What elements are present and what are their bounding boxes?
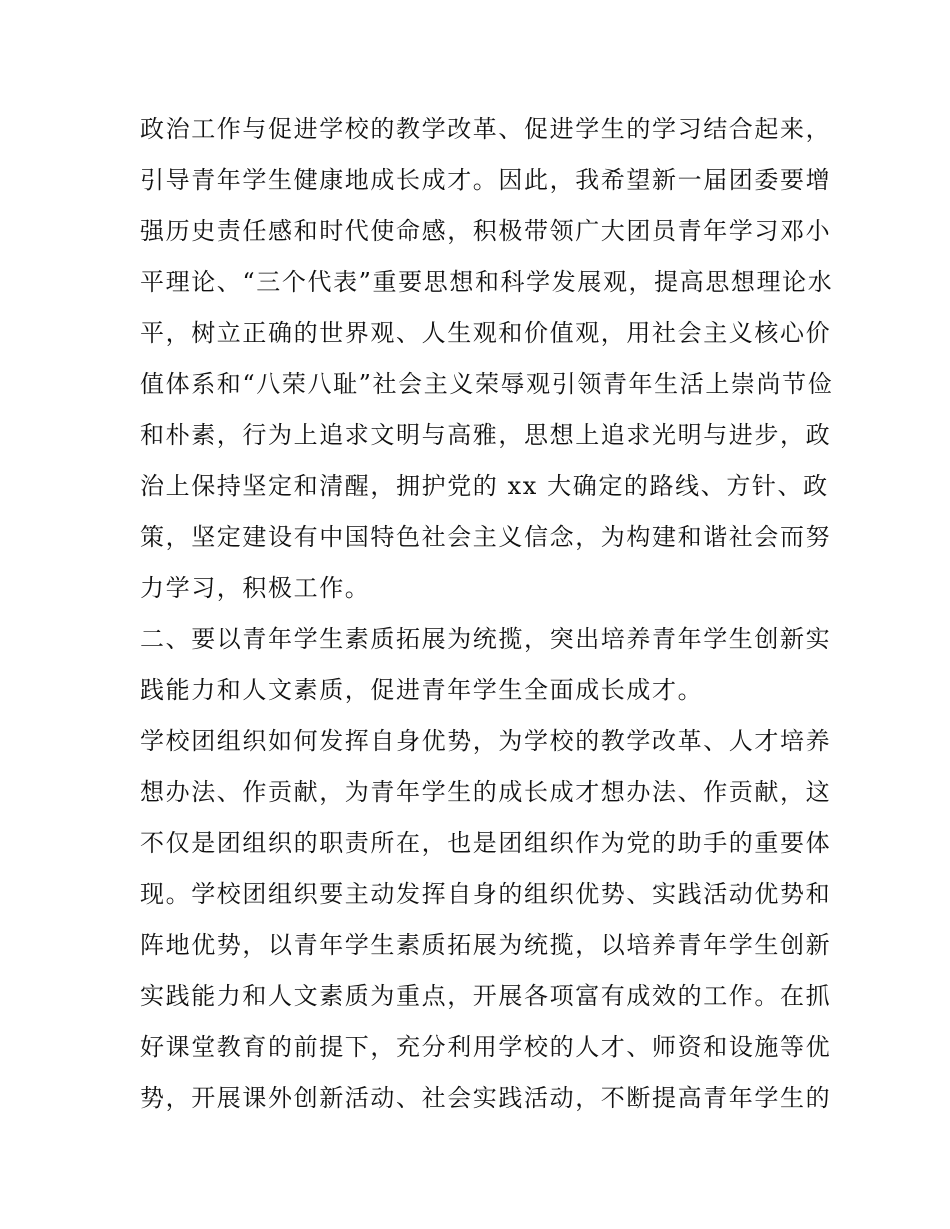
section-heading-line: 二、要以青年学生素质拓展为统揽，突出培养青年学生创新实 bbox=[140, 625, 832, 653]
text-line: 策，坚定建设有中国特色社会主义信念，为构建和谐社会而努 bbox=[140, 523, 832, 551]
text-line: 现。学校团组织要主动发挥自身的组织优势、实践活动优势和 bbox=[140, 880, 832, 908]
text-line: 好课堂教育的前提下，充分利用学校的人才、师资和设施等优 bbox=[140, 1033, 832, 1061]
text-line: 平理论、“三个代表”重要思想和科学发展观，提高思想理论水 bbox=[140, 268, 834, 296]
text-line: 学校团组织如何发挥自身优势，为学校的教学改革、人才培养 bbox=[140, 727, 832, 755]
text-line: 不仅是团组织的职责所在，也是团组织作为党的助手的重要体 bbox=[140, 829, 832, 857]
text-line: 想办法、作贡献，为青年学生的成长成才想办法、作贡献，这 bbox=[140, 778, 832, 806]
text-line: 势，开展课外创新活动、社会实践活动，不断提高青年学生的 bbox=[140, 1084, 832, 1112]
text-line: 力学习，积极工作。 bbox=[140, 574, 371, 602]
text-line: 平，树立正确的世界观、人生观和价值观，用社会主义核心价 bbox=[140, 319, 832, 347]
text-line: 和朴素，行为上追求文明与高雅，思想上追求光明与进步，政 bbox=[140, 421, 832, 449]
section-heading-line: 践能力和人文素质，促进青年学生全面成长成才。 bbox=[140, 676, 704, 704]
text-line: 强历史责任感和时代使命感，积极带领广大团员青年学习邓小 bbox=[140, 217, 832, 245]
text-line: 实践能力和人文素质为重点，开展各项富有成效的工作。在抓 bbox=[140, 982, 832, 1010]
text-line: 政治工作与促进学校的教学改革、促进学生的学习结合起来， bbox=[140, 115, 832, 143]
document-body bbox=[140, 104, 834, 1124]
text-line: 值体系和“八荣八耻”社会主义荣辱观引领青年生活上崇尚节俭 bbox=[140, 370, 834, 398]
text-line: 阵地优势，以青年学生素质拓展为统揽，以培养青年学生创新 bbox=[140, 931, 832, 959]
text-line: 引导青年学生健康地成长成才。因此，我希望新一届团委要增 bbox=[140, 166, 832, 194]
text-line: 治上保持坚定和清醒，拥护党的 xx 大确定的路线、方针、政 bbox=[140, 472, 829, 500]
